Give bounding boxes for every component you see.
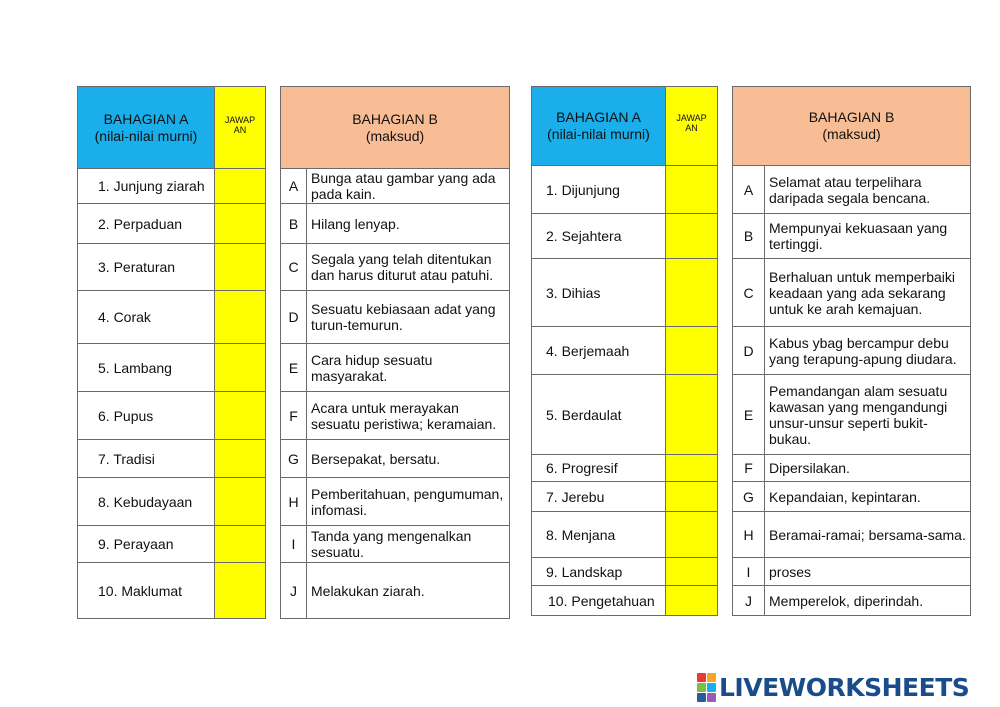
answer-cell[interactable] — [215, 526, 266, 563]
header-title: BAHAGIAN A — [103, 110, 189, 127]
header-jawapan — [666, 87, 718, 166]
row-letter: I — [281, 526, 307, 563]
row-letter: E — [281, 344, 307, 392]
meaning-text: Sesuatu kebiasaan adat yang turun-temurun. — [307, 291, 510, 344]
header-subtitle: (nilai-nilai murni) — [547, 126, 650, 142]
meaning-text: Mempunyai kekuasaan yang tertinggi. — [765, 214, 971, 259]
header-bahagian-b — [281, 87, 510, 169]
meaning-text: Kepandaian, kepintaran. — [765, 482, 971, 512]
meaning-text: Acara untuk merayakan sesuatu peristiwa; keramaian. — [307, 392, 510, 440]
meaning-text: Segala yang telah ditentukan dan harus diturut atau patuhi. — [307, 244, 510, 291]
row-letter: F — [281, 392, 307, 440]
item: 2. Perpaduan — [78, 204, 215, 244]
answer-cell[interactable] — [666, 214, 718, 259]
item: 3. Dihias — [532, 259, 666, 327]
item: 8. Menjana — [532, 512, 666, 558]
item: 6. Progresif — [532, 455, 666, 482]
row-letter: E — [733, 375, 765, 455]
meaning-text: Pemandangan alam sesuatu kawasan yang mengandungi unsur-unsur seperti bukit-bukau. — [765, 375, 971, 455]
table-part-a-2 — [531, 86, 718, 616]
table-part-a-1 — [77, 86, 266, 619]
logo-square — [707, 693, 716, 702]
meaning-text: Cara hidup sesuatu masyarakat. — [307, 344, 510, 392]
row-letter: F — [733, 455, 765, 482]
answer-cell[interactable] — [215, 244, 266, 291]
meaning-text: Kabus ybag bercampur debu yang terapung-apung diudara. — [765, 327, 971, 375]
answer-cell[interactable] — [666, 166, 718, 214]
item: 1. Dijunjung — [532, 166, 666, 214]
item: 8. Kebudayaan — [78, 478, 215, 526]
answer-cell[interactable] — [666, 327, 718, 375]
header-jawapan-line1: JAWAP — [676, 113, 707, 123]
answer-cell[interactable] — [215, 344, 266, 392]
answer-cell[interactable] — [666, 455, 718, 482]
header-title: BAHAGIAN B — [808, 109, 895, 125]
logo-mark-icon — [697, 673, 716, 702]
item: 2. Sejahtera — [532, 214, 666, 259]
meaning-text: Pemberitahuan, pengumuman, infomasi. — [307, 478, 510, 526]
header-subtitle: (maksud) — [822, 126, 881, 142]
answer-cell[interactable] — [666, 375, 718, 455]
item: 7. Tradisi — [78, 440, 215, 478]
meaning-text: Hilang lenyap. — [307, 204, 510, 244]
item: 9. Perayaan — [78, 526, 215, 563]
answer-cell[interactable] — [215, 440, 266, 478]
logo-square — [697, 683, 706, 692]
header-title: BAHAGIAN A — [556, 109, 641, 125]
liveworksheets-logo[interactable] — [697, 672, 969, 702]
answer-cell[interactable] — [215, 392, 266, 440]
header-jawapan-line1: JAWAP — [224, 115, 256, 125]
row-letter: H — [281, 478, 307, 526]
answer-cell[interactable] — [666, 259, 718, 327]
answer-cell[interactable] — [215, 563, 266, 619]
item: 4. Berjemaah — [532, 327, 666, 375]
header-jawapan-line2: AN — [685, 123, 698, 133]
row-letter: H — [733, 512, 765, 558]
answer-cell[interactable] — [215, 169, 266, 204]
answer-cell[interactable] — [666, 482, 718, 512]
row-letter: A — [733, 166, 765, 214]
row-letter: J — [281, 563, 307, 619]
header-bahagian-b — [733, 87, 971, 166]
row-letter: B — [281, 204, 307, 244]
meaning-text: Tanda yang mengenalkan sesuatu. — [307, 526, 510, 563]
logo-text: LIVEWORKSHEETS — [719, 672, 970, 702]
logo-square — [707, 683, 716, 692]
header-subtitle: (nilai-nilai murni) — [94, 127, 198, 144]
meaning-text: Dipersilakan. — [765, 455, 971, 482]
row-letter: B — [733, 214, 765, 259]
item: 5. Berdaulat — [532, 375, 666, 455]
answer-cell[interactable] — [666, 558, 718, 586]
logo-square — [707, 673, 716, 682]
header-title: BAHAGIAN B — [352, 110, 438, 127]
header-bahagian-a — [532, 87, 666, 166]
meaning-text: Selamat atau terpelihara daripada segala bencana. — [765, 166, 971, 214]
row-letter: G — [281, 440, 307, 478]
row-letter: A — [281, 169, 307, 204]
row-letter: D — [281, 291, 307, 344]
answer-cell[interactable] — [215, 478, 266, 526]
item: 3. Peraturan — [78, 244, 215, 291]
item: 6. Pupus — [78, 392, 215, 440]
item: 4. Corak — [78, 291, 215, 344]
header-bahagian-a — [78, 87, 215, 169]
row-letter: I — [733, 558, 765, 586]
answer-cell[interactable] — [666, 512, 718, 558]
item: 10. Maklumat — [78, 563, 215, 619]
row-letter: C — [281, 244, 307, 291]
row-letter: C — [733, 259, 765, 327]
item: 9. Landskap — [532, 558, 666, 586]
meaning-text: proses — [765, 558, 971, 586]
meaning-text: Bersepakat, bersatu. — [307, 440, 510, 478]
table-part-b-2 — [732, 86, 971, 616]
header-jawapan — [215, 87, 266, 169]
meaning-text: Memperelok, diperindah. — [765, 586, 971, 616]
meaning-text: Bunga atau gambar yang ada pada kain. — [307, 169, 510, 204]
item: 10. Pengetahuan — [532, 586, 666, 616]
logo-square — [697, 673, 706, 682]
item: 7. Jerebu — [532, 482, 666, 512]
meaning-text: Melakukan ziarah. — [307, 563, 510, 619]
logo-square — [697, 693, 706, 702]
answer-cell[interactable] — [215, 204, 266, 244]
answer-cell[interactable] — [215, 291, 266, 344]
table-part-b-1 — [280, 86, 510, 619]
row-letter: J — [733, 586, 765, 616]
meaning-text: Beramai-ramai; bersama-sama. — [765, 512, 971, 558]
item: 1. Junjung ziarah — [78, 169, 215, 204]
row-letter: D — [733, 327, 765, 375]
header-subtitle: (maksud) — [365, 127, 425, 144]
header-jawapan-line2: AN — [233, 125, 247, 135]
row-letter: G — [733, 482, 765, 512]
item: 5. Lambang — [78, 344, 215, 392]
meaning-text: Berhaluan untuk memperbaiki keadaan yang ada sekarang untuk ke arah kemajuan. — [765, 259, 971, 327]
answer-cell[interactable] — [666, 586, 718, 616]
